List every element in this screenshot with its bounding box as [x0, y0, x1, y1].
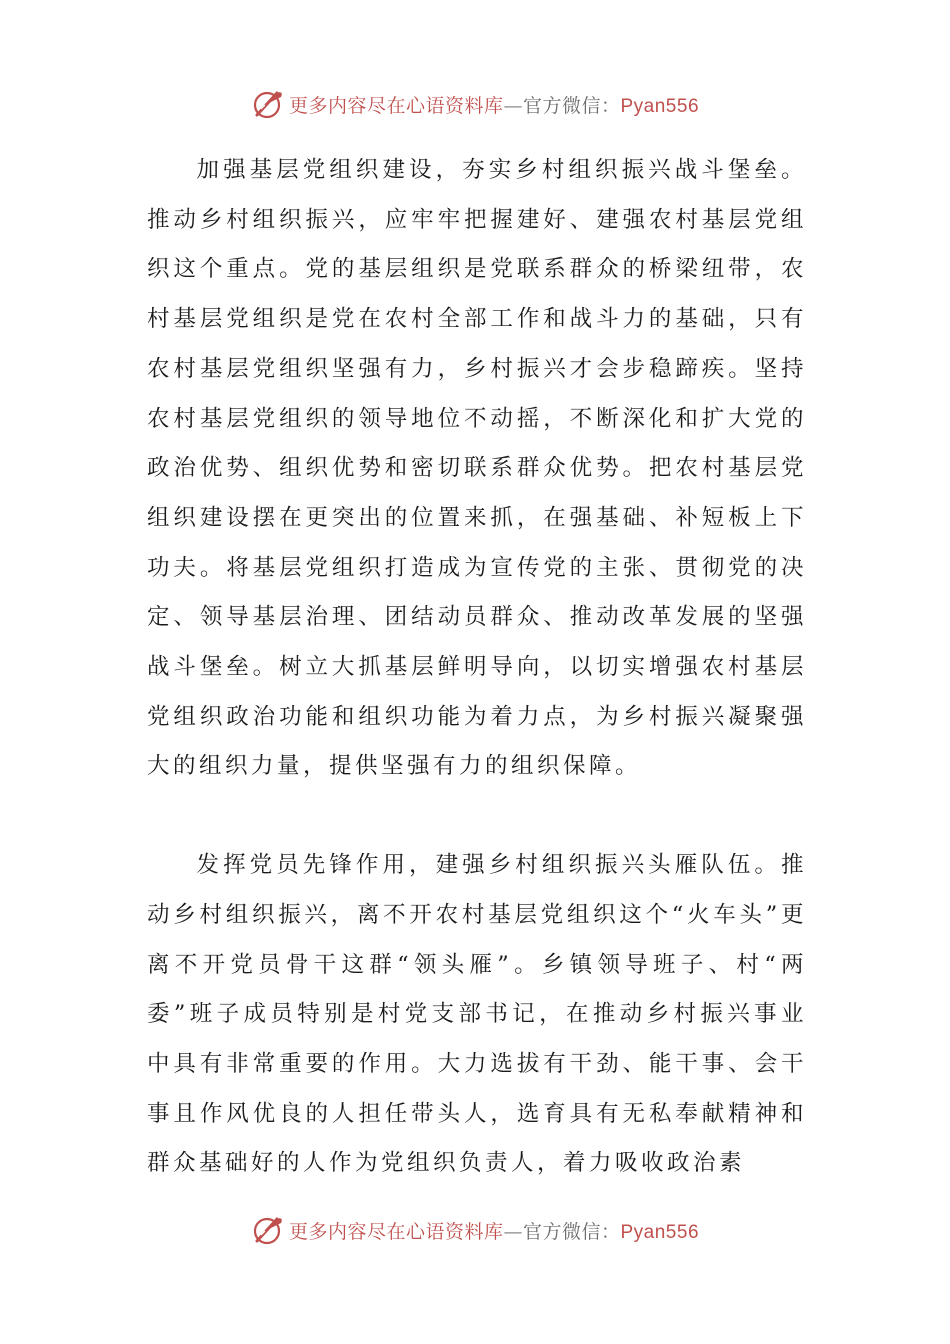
- header-wechat-handle: Pyan556: [620, 95, 700, 117]
- paragraph-1: 加强基层党组织建设，夯实乡村组织振兴战斗堡垒。推动乡村组织振兴，应牢牢把握建好、建强农村基层党组织这个重点。党的基层组织是党联系群众的桥梁纽带，农村基层党组织是党在农村全部工作和战斗力的基础，只有农村基层党组织坚强有力，乡村振兴才会步稳蹄疾。坚持农村基层党组织的领导地位不动摇，不断深化和扩大党的政治优势、组织优势和密切联系群众优势。把农村基层党组织建设摆在更突出的位置来抓，在强基础、补短板上下功夫。将基层党组织打造成为宣传党的主张、贯彻党的决定、领导基层治理、团结动员群众、推动改革发展的坚强战斗堡垒。树立大抓基层鲜明导向，以切实增强农村基层党组织政治功能和组织功能为着力点，为乡村振兴凝聚强大的组织力量，提供坚强有力的组织保障。: [147, 157, 807, 780]
- header-watermark-banner: [0, 84, 950, 124]
- footer-dash: —: [503, 1220, 523, 1243]
- footer-wechat-handle: Pyan556: [620, 1221, 700, 1243]
- quill-logo-icon: [251, 87, 285, 121]
- header-watermark-text: [289, 91, 699, 118]
- header-wechat-label: 官方微信：: [522, 94, 621, 117]
- footer-watermark-banner: [0, 1210, 950, 1250]
- footer-watermark-text: [289, 1217, 699, 1244]
- quill-logo-icon: [251, 1213, 285, 1247]
- paragraph-2: 发挥党员先锋作用，建强乡村组织振兴头雁队伍。推动乡村组织振兴，离不开农村基层党组织这个“火车头”更离不开党员骨干这群“领头雁”。乡镇领导班子、村“两委”班子成员特别是村党支部书记，在推动乡村振兴事业中具有非常重要的作用。大力选拔有干劲、能干事、会干事且作风优良的人担任带头人，选育具有无私奉献精神和群众基础好的人作为党组织负责人，着力吸收政治素: [147, 852, 807, 1177]
- header-dash: —: [503, 94, 523, 117]
- footer-wechat-label: 官方微信：: [522, 1220, 621, 1243]
- document-body: [147, 146, 807, 1189]
- header-brand-text: 更多内容尽在心语资料库: [288, 94, 504, 117]
- footer-brand-text: 更多内容尽在心语资料库: [288, 1220, 504, 1243]
